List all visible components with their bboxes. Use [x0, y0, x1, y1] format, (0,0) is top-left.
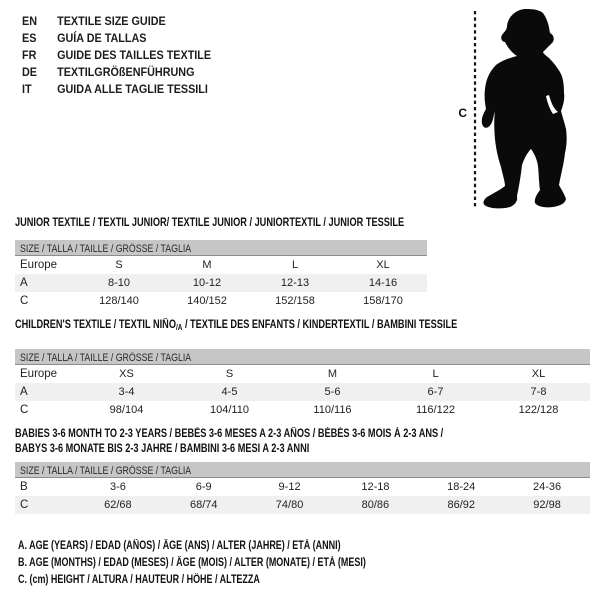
size-cell: 3-4: [118, 386, 135, 398]
size-cell: L: [291, 259, 299, 271]
size-cell: 4-5: [221, 386, 238, 398]
legend-line-c: C. (cm) HEIGHT / ALTURA / HAUTEUR / HÖHE / ALTEZZA: [18, 574, 260, 587]
size-header-bar: [15, 462, 590, 478]
size-header-label: SIZE / TALLA / TAILLE / GRÖSSE / TAGLIA: [20, 352, 192, 364]
junior-size-table-section: [15, 216, 427, 310]
table-row: [15, 365, 590, 383]
size-cell: 86/92: [447, 499, 475, 511]
size-cell: 5-6: [324, 386, 341, 398]
table-title: [15, 318, 475, 336]
size-cell: 12-18: [361, 481, 390, 493]
table-title-line: JUNIOR TEXTILE / TEXTIL JUNIOR/ TEXTILE JUNIOR / JUNIORTEXTIL / JUNIOR TESSILE: [15, 217, 405, 229]
babies-size-table-section: [15, 427, 590, 514]
language-code: ES: [22, 31, 37, 45]
size-cell: L: [432, 368, 439, 380]
language-row: [22, 47, 211, 64]
legend-line-b: B. AGE (MONTHS) / EDAD (MESES) / ÂGE (MOIS) / ALTER (MONATE) / ETÀ (MESI): [18, 557, 366, 570]
size-cell: 116/122: [416, 404, 455, 416]
size-cell: 10-12: [192, 277, 222, 289]
size-cell: 9-12: [278, 481, 301, 493]
size-cell: 110/116: [313, 404, 352, 416]
size-header-label: SIZE / TALLA / TAILLE / GRÖSSE / TAGLIA: [20, 465, 192, 477]
language-title: GUIDA ALLE TAGLIE TESSILI: [57, 82, 208, 96]
table-title: [15, 216, 405, 231]
table-row: [15, 401, 590, 419]
size-cell: 98/104: [109, 404, 144, 416]
row-label: C: [20, 404, 29, 416]
size-table: [15, 478, 590, 514]
row-label: C: [20, 499, 29, 511]
language-code: EN: [22, 14, 38, 28]
size-cell: 62/68: [104, 499, 132, 511]
language-code: DE: [22, 65, 38, 79]
size-cell: 8-10: [107, 277, 131, 289]
size-header-bar: [15, 240, 427, 256]
size-cell: 14-16: [368, 277, 398, 289]
language-title: TEXTILE SIZE GUIDE: [57, 14, 166, 28]
size-cell: M: [327, 368, 338, 380]
size-cell: S: [115, 259, 123, 271]
size-cell: 104/110: [210, 404, 249, 416]
size-cell: 140/152: [187, 295, 227, 307]
size-cell: 18-24: [447, 481, 476, 493]
size-cell: 158/170: [363, 295, 403, 307]
row-label: C: [20, 295, 29, 307]
table-title: [15, 427, 475, 456]
table-row: [15, 478, 590, 496]
size-cell: 74/80: [275, 499, 304, 511]
size-cell: XL: [376, 259, 390, 271]
size-cell: 68/74: [189, 499, 218, 511]
size-cell: XS: [119, 368, 134, 380]
table-title-part: CHILDREN'S TEXTILE / TEXTIL NIÑO: [15, 319, 176, 331]
legend-line-a: A. AGE (YEARS) / EDAD (AÑOS) / ÂGE (ANS) / ALTER (JAHRE) / ETÀ (ANNI): [18, 540, 341, 552]
language-row: [22, 13, 211, 30]
size-cell: 122/128: [518, 404, 559, 416]
row-label: A: [20, 386, 28, 398]
size-header-bar: [15, 349, 590, 365]
size-cell: 6-7: [427, 386, 444, 398]
language-code: FR: [22, 48, 37, 62]
size-cell: 12-13: [280, 277, 310, 289]
table-row: [15, 496, 590, 514]
language-title: TEXTILGRÖßENFÜHRUNG: [57, 65, 195, 79]
language-row: [22, 81, 211, 98]
size-cell: 7-8: [530, 386, 547, 398]
table-title-sub: /A: [175, 323, 183, 332]
size-cell: 92/98: [533, 499, 561, 511]
table-row: [15, 256, 427, 274]
size-cell: 152/158: [275, 295, 315, 307]
language-title: GUÍA DE TALLAS: [57, 31, 147, 45]
size-cell: S: [225, 368, 234, 380]
row-label: A: [20, 277, 28, 289]
table-row: [15, 274, 427, 292]
baby-silhouette-graphic: [440, 0, 600, 220]
size-cell: 24-36: [533, 481, 562, 493]
row-label: Europe: [20, 259, 58, 271]
table-row: [15, 383, 590, 401]
size-cell: 3-6: [109, 481, 126, 493]
size-table: [15, 365, 590, 419]
table-title-part: / TEXTILE DES ENFANTS / KINDERTEXTIL / BAMBINI TESSILE: [182, 319, 458, 331]
language-code: IT: [22, 82, 32, 96]
language-title-list: [22, 13, 232, 98]
table-title-line: BABYS 3-6 MONATE BIS 2-3 JAHRE / BAMBINI 3-6 MESI A 2-3 ANNI: [15, 442, 310, 455]
height-measure-label: C: [458, 106, 467, 120]
table-row: [15, 292, 427, 310]
measurement-legend: [18, 538, 464, 590]
size-table: [15, 256, 427, 310]
row-label: B: [20, 481, 28, 493]
baby-figure: [440, 0, 600, 220]
size-cell: 80/86: [361, 499, 390, 511]
language-title: GUIDE DES TAILLES TEXTILE: [57, 48, 212, 62]
size-cell: 128/140: [99, 295, 139, 307]
language-row: [22, 64, 211, 81]
table-title-line: BABIES 3-6 MONTH TO 2-3 YEARS / BEBÉS 3-6 MESES A 2-3 AÑOS / BÉBÉS 3-6 MOIS À 2-3 ANS /: [15, 428, 444, 440]
size-cell: XL: [531, 368, 546, 380]
size-cell: 6-9: [195, 481, 212, 493]
children-size-table-section: [15, 318, 590, 419]
language-row: [22, 30, 211, 47]
size-header-label: SIZE / TALLA / TAILLE / GRÖSSE / TAGLIA: [20, 243, 192, 255]
row-label: Europe: [20, 368, 58, 380]
size-cell: M: [202, 259, 212, 271]
